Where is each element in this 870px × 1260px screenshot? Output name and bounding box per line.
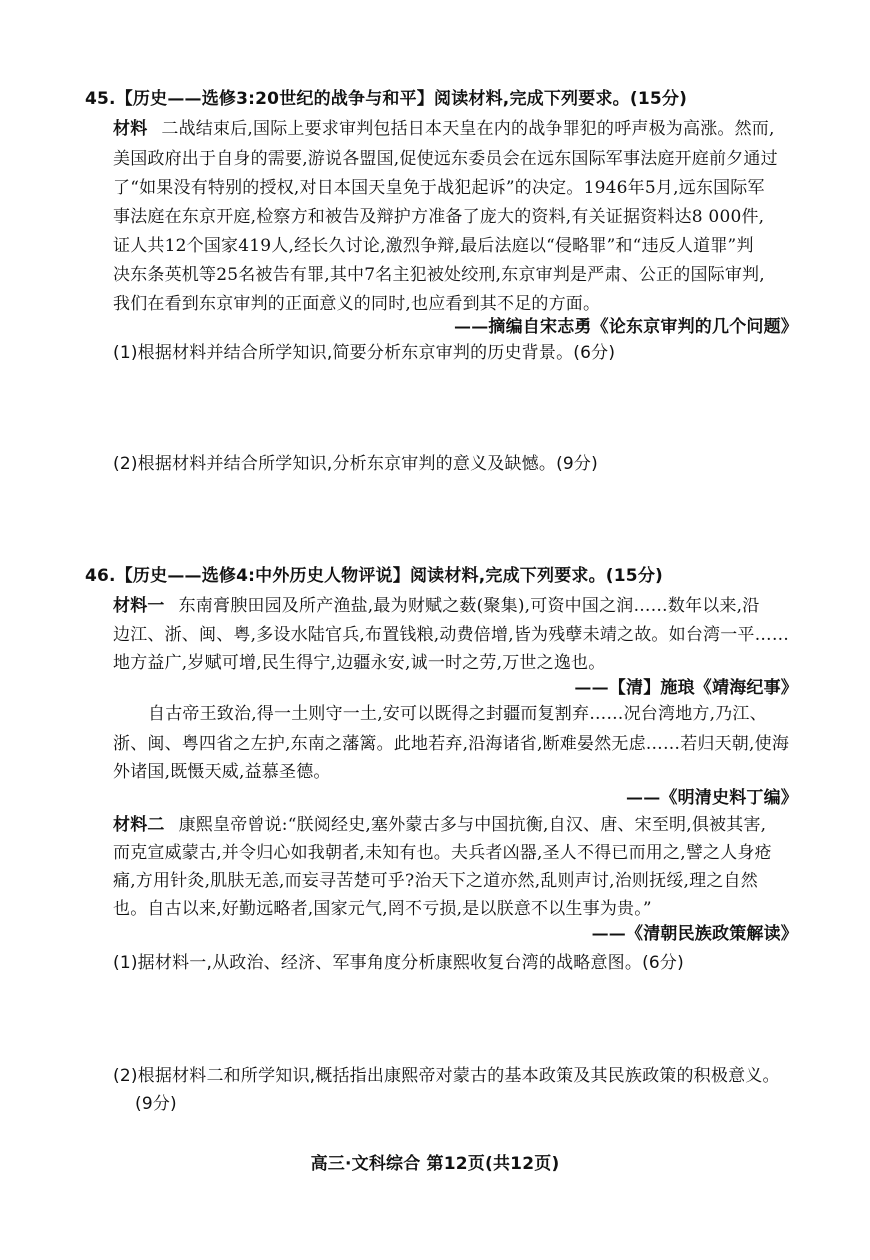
q45-sub-question-1: (1)根据材料并结合所学知识,简要分析东京审判的历史背景。(6分)	[113, 343, 616, 363]
q45-material-label: 材料	[113, 119, 148, 139]
q46-sub-question-1: (1)据材料一,从政治、经济、军事角度分析康熙收复台湾的战略意图。(6分)	[113, 953, 684, 973]
q46-material1b-line-1: 自古帝王致治,得一土则守一土,安可以既得之封疆而复割弃……况台湾地方,乃江、	[148, 704, 767, 724]
q46-material2-text-1: 康熙皇帝曾说:“朕阅经史,塞外蒙古多与中国抗衡,自汉、唐、宋至明,俱被其害,	[178, 815, 767, 835]
q45-material-line-7: 我们在看到东京审判的正面意义的同时,也应看到其不足的方面。	[113, 294, 601, 314]
q46-sub-question-2-line-2: (9分)	[135, 1094, 177, 1114]
q45-material-line-3: 了“如果没有特别的授权,对日本国天皇免于战犯起诉”的决定。1946年5月,远东国际军	[113, 178, 765, 198]
q45-material-line-4: 事法庭在东京开庭,检察方和被告及辩护方准备了庞大的资料,有关证据资料达8 000件,	[113, 207, 765, 227]
q46-material2-line-4: 也。自古以来,好勤远略者,国家元气,罔不亏损,是以朕意不以生事为贵。”	[113, 899, 652, 919]
q46-material1-source: ——【清】施琅《靖海纪事》	[574, 678, 798, 698]
q46-material2-line-2: 而克宣威蒙古,并令归心如我朝者,未知有也。夫兵者凶器,圣人不得已而用之,譬之人身疮	[113, 843, 772, 863]
q45-material-text-1: 二战结束后,国际上要求审判包括日本天皇在内的战争罪犯的呼声极为高涨。然而,	[161, 119, 775, 139]
q46-material1b-line-3: 外诸国,既慑天威,益慕圣德。	[113, 762, 331, 782]
q45-source: ——摘编自宋志勇《论东京审判的几个问题》	[454, 317, 798, 337]
q46-material2-line-3: 痛,方用针灸,肌肤无恙,而妄寻苦楚可乎?治天下之道亦然,乱则声讨,治则抚绥,理之自然	[113, 871, 758, 891]
q46-material1-line-2: 边江、浙、闽、粤,多设水陆官兵,布置钱粮,动费倍增,皆为残孽未靖之故。如台湾一平……	[113, 625, 790, 645]
q46-material1b-line-2: 浙、闽、粤四省之左护,东南之藩篱。此地若弃,沿海诸省,断难晏然无虑……若归天朝,使海	[113, 734, 790, 754]
q46-sub-question-2-line-1: (2)根据材料二和所学知识,概括指出康熙帝对蒙古的基本政策及其民族政策的积极意义。	[113, 1066, 780, 1086]
q46-material1-line-3: 地方益广,岁赋可增,民生得宁,边疆永安,诚一时之劳,万世之逸也。	[113, 653, 606, 673]
q45-material-line-5: 证人共12个国家419人,经长久讨论,激烈争辩,最后法庭以“侵略罪”和“违反人道罪”判	[113, 236, 754, 256]
q46-material1-line-1	[113, 595, 759, 617]
q45-material-line-2: 美国政府出于自身的需要,游说各盟国,促使远东委员会在远东国际军事法庭开庭前夕通过	[113, 149, 778, 169]
q46-title: 46.【历史——选修4:中外历史人物评说】阅读材料,完成下列要求。(15分)	[85, 566, 663, 586]
q46-material1-label: 材料一	[113, 596, 165, 616]
q45-sub-question-2: (2)根据材料并结合所学知识,分析东京审判的意义及缺憾。(9分)	[113, 454, 598, 474]
q45-title: 45.【历史——选修3:20世纪的战争与和平】阅读材料,完成下列要求。(15分)	[85, 89, 688, 109]
q45-material-line-6: 决东条英机等25名被告有罪,其中7名主犯被处绞刑,东京审判是严肃、公正的国际审判,	[113, 265, 765, 285]
page-footer: 高三·文科综合 第12页(共12页)	[310, 1154, 560, 1174]
q46-material1b-source: ——《明清史料丁编》	[626, 788, 798, 808]
q46-material2-line-1	[113, 814, 766, 836]
q46-material2-label: 材料二	[113, 815, 165, 835]
q46-material1-text-1: 东南膏腴田园及所产渔盐,最为财赋之薮(聚集),可资中国之润……数年以来,沿	[178, 596, 760, 616]
q45-material-line-1	[113, 118, 775, 140]
q46-material2-source: ——《清朝民族政策解读》	[591, 924, 798, 944]
